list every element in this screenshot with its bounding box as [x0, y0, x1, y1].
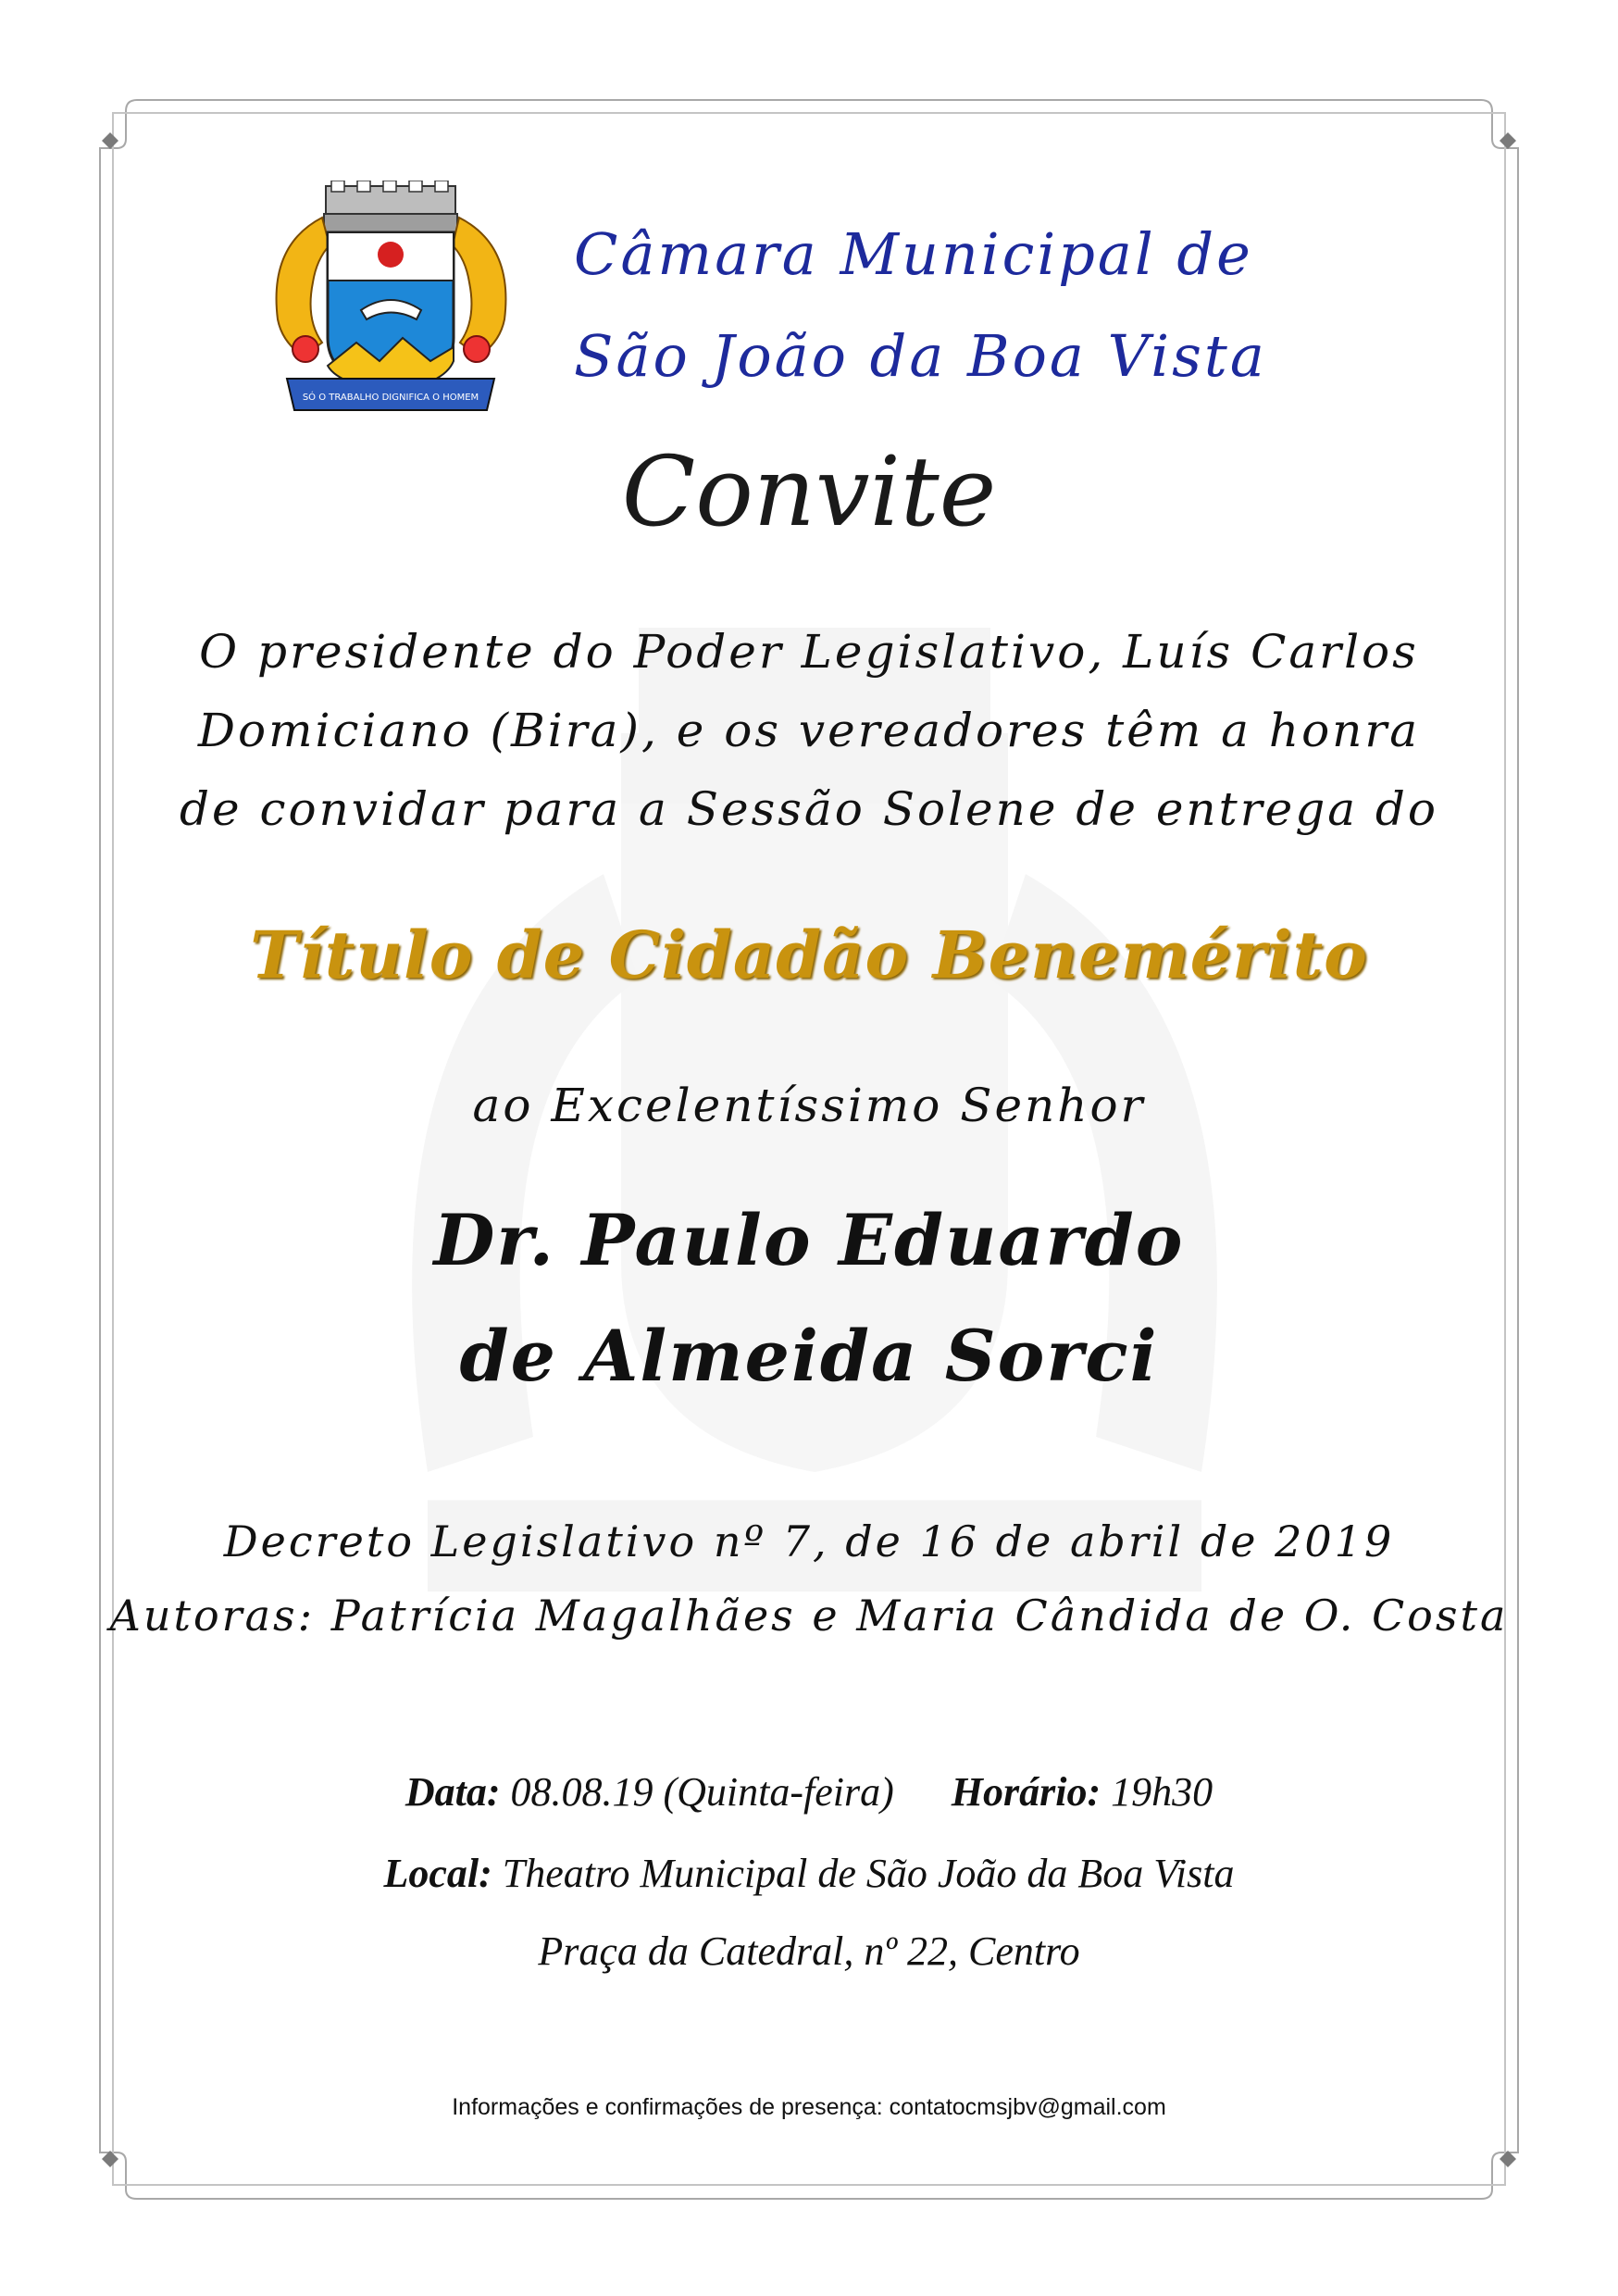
institution-name-line2: São João da Boa Vista	[574, 322, 1267, 390]
event-location	[0, 1850, 1618, 1897]
authors: Autoras: Patrícia Magalhães e Maria Cândida de O. Costa	[109, 1591, 1509, 1641]
crest-motto: SÓ O TRABALHO DIGNIFICA O HOMEM	[302, 393, 479, 403]
salutation: ao Excelentíssimo Senhor	[472, 1079, 1146, 1132]
invitation-title: Convite	[621, 435, 997, 548]
invitation-text-line-1: O presidente do Poder Legislativo, Luís Carlos	[199, 625, 1419, 679]
location-value: Theatro Municipal de São João da Boa Vista	[502, 1851, 1235, 1896]
event-date-time	[0, 1768, 1618, 1816]
date-label: Data:	[404, 1769, 501, 1815]
honoree-name-line2: de Almeida Sorci	[459, 1315, 1159, 1397]
institution-name-line1: Câmara Municipal de	[574, 220, 1253, 288]
location-label: Local:	[383, 1851, 492, 1896]
event-address: Praça da Catedral, nº 22, Centro	[538, 1928, 1080, 1974]
municipal-crest-logo	[268, 181, 514, 417]
date-value: 08.08.19 (Quinta-feira)	[510, 1769, 894, 1815]
time-value: 19h30	[1111, 1769, 1214, 1815]
honoree-name-line1: Dr. Paulo Eduardo	[433, 1199, 1185, 1281]
honor-title: Título de Cidadão Benemérito	[250, 917, 1368, 993]
decree-reference: Decreto Legislativo nº 7, de 16 de abril de 2019	[223, 1516, 1395, 1566]
contact-footer: Informações e confirmações de presença: contatocmsjbv@gmail.com	[452, 2094, 1166, 2120]
invitation-text-line-2: Domiciano (Bira), e os vereadores têm a honra	[197, 704, 1421, 757]
invitation-text-line-3: de convidar para a Sessão Solene de entrega do	[179, 782, 1439, 836]
time-label: Horário:	[951, 1769, 1101, 1815]
